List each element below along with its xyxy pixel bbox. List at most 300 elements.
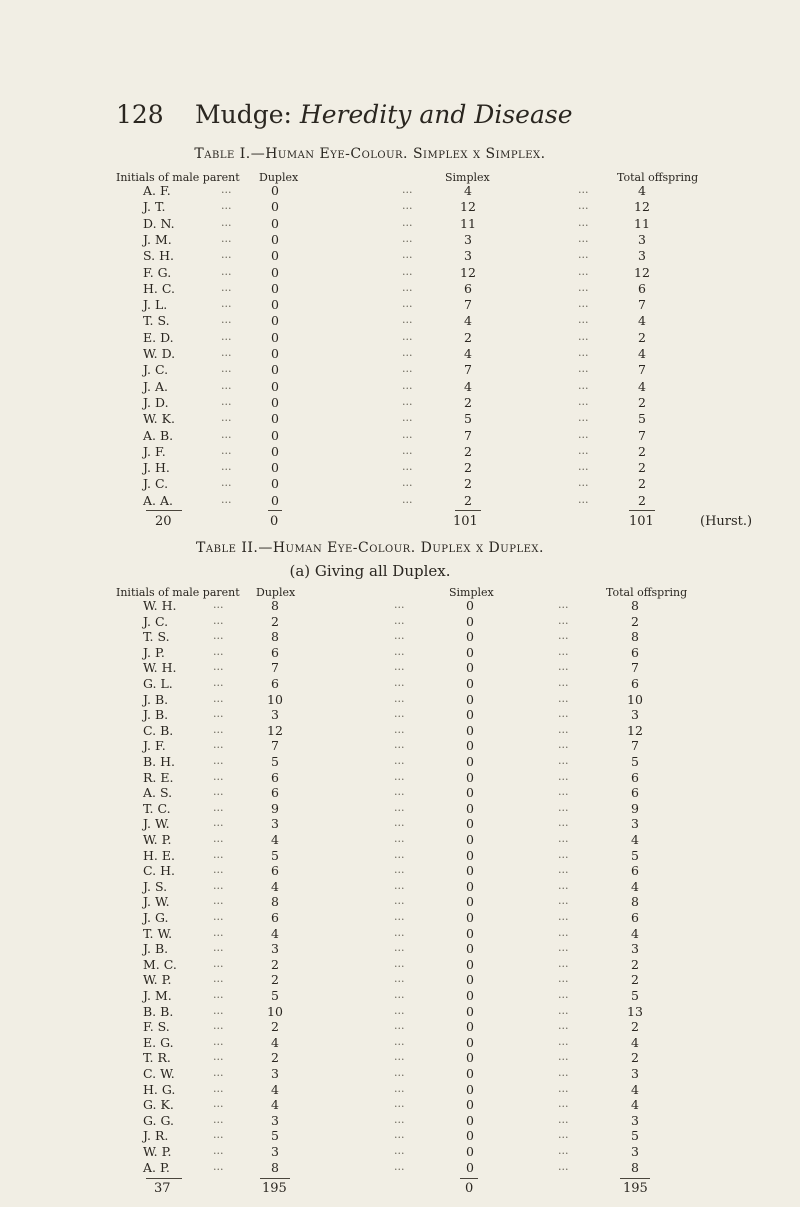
cell-initials: B. B. (143, 1003, 174, 1019)
cell-duplex: 9 (271, 800, 279, 816)
leader-dots: ... (558, 707, 569, 721)
cell-duplex: 10 (267, 691, 283, 707)
cell-simplex: 0 (466, 629, 474, 645)
leader-dots: ... (213, 988, 224, 1001)
cell-duplex: 2 (271, 1019, 279, 1035)
running-head (195, 100, 573, 129)
leader-dots: ... (213, 1144, 224, 1157)
cell-total: 4 (638, 183, 646, 198)
cell-duplex: 5 (271, 988, 279, 1003)
cell-total: 2 (638, 492, 646, 508)
cell-duplex: 0 (271, 362, 279, 378)
cell-initials: G. L. (143, 676, 173, 691)
cell-duplex: 0 (271, 329, 279, 345)
table-row (0, 493, 800, 510)
table-row (0, 199, 800, 216)
leader-dots: ... (578, 264, 589, 278)
cell-simplex: 0 (466, 785, 474, 801)
cell-initials: G. G. (143, 1112, 174, 1128)
table1-total-simplex: 101 (453, 514, 478, 529)
leader-dots: ... (213, 644, 224, 658)
leader-dots: ... (221, 427, 232, 441)
cell-total: 6 (631, 910, 639, 925)
table-row (0, 460, 800, 477)
table-row (0, 848, 800, 865)
leader-dots: ... (213, 660, 224, 674)
cell-simplex: 0 (466, 800, 474, 816)
leader-dots: ... (394, 785, 405, 799)
cell-simplex: 0 (466, 1159, 474, 1175)
leader-dots: ... (394, 1112, 405, 1126)
table-row (0, 1113, 800, 1130)
leader-dots: ... (394, 910, 405, 923)
table-row (0, 894, 800, 911)
cell-initials: D. N. (143, 215, 175, 231)
leader-dots: ... (221, 231, 232, 245)
cell-simplex: 4 (464, 378, 472, 394)
cell-total: 2 (631, 1019, 639, 1035)
cell-duplex: 8 (271, 629, 279, 645)
cell-simplex: 12 (460, 264, 476, 280)
table2-header-duplex: Duplex (256, 586, 296, 599)
table1-caption-text: —Human Eye-Colour. Simplex x Simplex. (250, 146, 546, 162)
leader-dots: ... (394, 629, 405, 643)
leader-dots: ... (394, 941, 405, 955)
cell-total: 4 (631, 1081, 639, 1097)
table2-header-initials: Initials of male parent (116, 586, 240, 599)
cell-initials: G. K. (143, 1097, 174, 1113)
cell-duplex: 7 (271, 660, 279, 676)
cell-duplex: 0 (271, 492, 279, 508)
cell-total: 2 (631, 956, 639, 972)
cell-total: 3 (631, 1066, 639, 1081)
leader-dots: ... (394, 660, 405, 674)
table-row (0, 1019, 800, 1036)
cell-simplex: 0 (466, 1144, 474, 1159)
cell-initials: E. D. (143, 329, 174, 345)
cell-initials: H. G. (143, 1081, 176, 1097)
leader-dots: ... (394, 1003, 405, 1017)
cell-simplex: 0 (466, 847, 474, 863)
cell-simplex: 0 (466, 738, 474, 754)
cell-simplex: 7 (464, 297, 472, 313)
cell-simplex: 4 (464, 346, 472, 361)
cell-initials: B. H. (143, 754, 176, 769)
cell-duplex: 0 (271, 215, 279, 231)
leader-dots: ... (578, 199, 589, 213)
table1-rule-simplex (455, 510, 481, 511)
cell-total: 6 (631, 785, 639, 801)
cell-total: 10 (627, 691, 643, 707)
leader-dots: ... (213, 1159, 224, 1173)
cell-simplex: 0 (466, 722, 474, 738)
cell-total: 2 (631, 1050, 639, 1066)
table2-caption-label: Table II. (196, 540, 259, 556)
leader-dots: ... (213, 832, 224, 845)
cell-total: 11 (634, 215, 650, 231)
cell-duplex: 7 (271, 738, 279, 754)
cell-total: 8 (631, 894, 639, 910)
table1-header-total: Total offspring (617, 171, 699, 184)
cell-initials: J. R. (143, 1128, 169, 1144)
cell-initials: S. H. (143, 248, 174, 264)
leader-dots: ... (402, 248, 413, 262)
cell-total: 4 (631, 1034, 639, 1050)
cell-total: 4 (638, 346, 646, 361)
cell-initials: W. H. (143, 598, 177, 613)
leader-dots: ... (394, 800, 405, 814)
leader-dots: ... (558, 894, 569, 908)
leader-dots: ... (558, 1128, 569, 1142)
table2-caption (0, 540, 740, 556)
leader-dots: ... (394, 956, 405, 970)
leader-dots: ... (213, 925, 224, 939)
leader-dots: ... (394, 1034, 405, 1048)
cell-initials: W. H. (143, 660, 177, 676)
leader-dots: ... (558, 691, 569, 705)
cell-duplex: 5 (271, 754, 279, 769)
cell-duplex: 0 (271, 476, 279, 492)
cell-duplex: 3 (271, 816, 279, 832)
table-row (0, 248, 800, 265)
table-row (0, 297, 800, 314)
leader-dots: ... (221, 215, 232, 229)
leader-dots: ... (558, 629, 569, 643)
cell-duplex: 0 (271, 248, 279, 264)
cell-total: 3 (638, 248, 646, 264)
cell-simplex: 0 (466, 1097, 474, 1113)
cell-initials: W. P. (143, 832, 172, 847)
cell-initials: T. R. (143, 1050, 171, 1066)
cell-duplex: 4 (271, 878, 279, 894)
cell-total: 8 (631, 629, 639, 645)
leader-dots: ... (558, 754, 569, 767)
cell-duplex: 0 (271, 199, 279, 215)
cell-initials: J. B. (143, 691, 169, 707)
cell-simplex: 0 (466, 769, 474, 785)
cell-simplex: 0 (466, 972, 474, 988)
table2-total-initials: 37 (154, 1180, 171, 1196)
leader-dots: ... (578, 346, 589, 359)
cell-simplex: 0 (466, 598, 474, 613)
page-number: 128 (116, 100, 164, 129)
cell-initials: W. D. (143, 346, 176, 361)
leader-dots: ... (578, 460, 589, 474)
cell-simplex: 0 (466, 1003, 474, 1019)
cell-total: 7 (638, 427, 646, 443)
leader-dots: ... (221, 394, 232, 408)
leader-dots: ... (558, 1081, 569, 1095)
leader-dots: ... (213, 941, 224, 955)
leader-dots: ... (558, 925, 569, 939)
table-row (0, 444, 800, 461)
table-row (0, 832, 800, 849)
leader-dots: ... (221, 492, 232, 506)
leader-dots: ... (213, 816, 224, 830)
cell-initials: H. C. (143, 280, 175, 296)
table1-total-total: 101 (629, 514, 654, 529)
leader-dots: ... (578, 329, 589, 343)
table2-total-total: 195 (623, 1180, 648, 1196)
cell-simplex: 0 (466, 691, 474, 707)
cell-total: 12 (634, 199, 650, 215)
leader-dots: ... (213, 707, 224, 721)
cell-duplex: 2 (271, 972, 279, 988)
table-row (0, 738, 800, 755)
leader-dots: ... (213, 613, 224, 627)
table1-header-simplex: Simplex (445, 171, 490, 184)
leader-dots: ... (402, 264, 413, 278)
cell-duplex: 0 (271, 183, 279, 198)
leader-dots: ... (558, 1112, 569, 1126)
cell-duplex: 2 (271, 956, 279, 972)
leader-dots: ... (213, 769, 224, 783)
leader-dots: ... (402, 378, 413, 392)
cell-initials: A. S. (143, 785, 173, 801)
cell-simplex: 0 (466, 1019, 474, 1035)
cell-duplex: 0 (271, 264, 279, 280)
leader-dots: ... (558, 1097, 569, 1111)
cell-initials: J. S. (143, 878, 168, 894)
cell-simplex: 0 (466, 988, 474, 1003)
leader-dots: ... (402, 427, 413, 441)
leader-dots: ... (402, 329, 413, 343)
table-row (0, 1097, 800, 1114)
table2-rule-simplex (460, 1178, 478, 1179)
cell-duplex: 12 (267, 722, 283, 738)
cell-duplex: 4 (271, 925, 279, 941)
cell-total: 7 (631, 660, 639, 676)
leader-dots: ... (558, 847, 569, 861)
cell-total: 6 (638, 280, 646, 296)
leader-dots: ... (402, 362, 413, 376)
cell-total: 2 (638, 443, 646, 459)
cell-simplex: 0 (466, 1034, 474, 1050)
cell-duplex: 6 (271, 785, 279, 801)
cell-initials: J. A. (143, 378, 168, 394)
leader-dots: ... (578, 394, 589, 408)
cell-duplex: 0 (271, 231, 279, 247)
cell-simplex: 0 (466, 816, 474, 832)
leader-dots: ... (213, 1128, 224, 1142)
leader-dots: ... (394, 925, 405, 939)
table-row (0, 428, 800, 445)
leader-dots: ... (394, 1081, 405, 1095)
cell-duplex: 6 (271, 676, 279, 691)
leader-dots: ... (578, 183, 589, 196)
table1-header-initials: Initials of male parent (116, 171, 240, 184)
cell-total: 6 (631, 863, 639, 879)
cell-simplex: 0 (466, 1081, 474, 1097)
cell-total: 6 (631, 676, 639, 691)
table-row (0, 232, 800, 249)
table-row (0, 1050, 800, 1067)
cell-initials: J. W. (143, 816, 170, 832)
leader-dots: ... (221, 443, 232, 457)
leader-dots: ... (558, 816, 569, 830)
leader-dots: ... (213, 754, 224, 767)
cell-duplex: 0 (271, 378, 279, 394)
cell-initials: J. C. (143, 613, 169, 629)
cell-initials: W. P. (143, 1144, 172, 1159)
cell-duplex: 3 (271, 1112, 279, 1128)
cell-simplex: 2 (464, 443, 472, 459)
cell-total: 2 (638, 394, 646, 410)
leader-dots: ... (558, 878, 569, 892)
cell-duplex: 8 (271, 894, 279, 910)
table-row (0, 216, 800, 233)
cell-simplex: 11 (460, 215, 476, 231)
leader-dots: ... (213, 800, 224, 814)
leader-dots: ... (213, 847, 224, 861)
cell-initials: R. E. (143, 769, 174, 785)
leader-dots: ... (558, 1019, 569, 1033)
leader-dots: ... (402, 183, 413, 196)
cell-initials: M. C. (143, 956, 177, 972)
table-row (0, 183, 800, 200)
cell-duplex: 2 (271, 613, 279, 629)
cell-simplex: 2 (464, 394, 472, 410)
cell-duplex: 0 (271, 313, 279, 329)
table-row (0, 411, 800, 428)
cell-total: 13 (627, 1003, 643, 1019)
cell-initials: A. B. (143, 427, 174, 443)
table-row (0, 785, 800, 802)
running-head-author: Mudge: (195, 100, 292, 129)
leader-dots: ... (213, 1034, 224, 1048)
cell-simplex: 0 (466, 644, 474, 660)
cell-duplex: 0 (271, 280, 279, 296)
cell-initials: J. M. (143, 988, 172, 1003)
table2-total-duplex: 195 (262, 1180, 287, 1196)
table-row (0, 910, 800, 927)
table-row (0, 362, 800, 379)
leader-dots: ... (402, 280, 413, 294)
table1-source-note: (Hurst.) (700, 514, 753, 529)
table2-header-simplex: Simplex (449, 586, 494, 599)
leader-dots: ... (402, 443, 413, 457)
leader-dots: ... (213, 956, 224, 970)
cell-simplex: 12 (460, 199, 476, 215)
table-row (0, 281, 800, 298)
leader-dots: ... (578, 443, 589, 457)
table-row (0, 660, 800, 677)
leader-dots: ... (213, 1019, 224, 1033)
cell-duplex: 2 (271, 1050, 279, 1066)
leader-dots: ... (558, 660, 569, 674)
table-row (0, 379, 800, 396)
leader-dots: ... (221, 248, 232, 262)
leader-dots: ... (221, 460, 232, 474)
table1-rule-duplex (268, 510, 282, 511)
cell-initials: J. L. (143, 297, 168, 313)
cell-initials: J. F. (143, 443, 166, 459)
leader-dots: ... (402, 492, 413, 506)
leader-dots: ... (578, 280, 589, 294)
leader-dots: ... (394, 613, 405, 627)
leader-dots: ... (558, 1050, 569, 1064)
cell-simplex: 6 (464, 280, 472, 296)
leader-dots: ... (221, 476, 232, 490)
leader-dots: ... (394, 722, 405, 736)
leader-dots: ... (558, 644, 569, 658)
leader-dots: ... (578, 427, 589, 441)
leader-dots: ... (394, 847, 405, 861)
table-row (0, 346, 800, 363)
cell-duplex: 0 (271, 427, 279, 443)
leader-dots: ... (578, 231, 589, 245)
leader-dots: ... (558, 800, 569, 814)
cell-initials: W. P. (143, 972, 172, 988)
running-head-title: Heredity and Disease (299, 100, 573, 129)
cell-total: 7 (631, 738, 639, 754)
leader-dots: ... (221, 362, 232, 376)
table2-total-simplex: 0 (465, 1180, 474, 1196)
cell-duplex: 0 (271, 394, 279, 410)
cell-initials: J. D. (143, 394, 169, 410)
leader-dots: ... (558, 1003, 569, 1017)
leader-dots: ... (558, 972, 569, 986)
leader-dots: ... (558, 769, 569, 783)
cell-total: 4 (631, 1097, 639, 1113)
cell-duplex: 0 (271, 443, 279, 459)
table-row (0, 629, 800, 646)
table2-rule-total (620, 1178, 650, 1179)
cell-duplex: 3 (271, 707, 279, 723)
cell-initials: C. H. (143, 863, 175, 879)
cell-simplex: 7 (464, 362, 472, 378)
table-row (0, 770, 800, 787)
cell-total: 8 (631, 1159, 639, 1175)
table-row (0, 645, 800, 662)
cell-duplex: 8 (271, 1159, 279, 1175)
cell-total: 2 (638, 460, 646, 476)
cell-total: 8 (631, 598, 639, 613)
cell-simplex: 2 (464, 476, 472, 492)
table-row (0, 313, 800, 330)
table-row (0, 692, 800, 709)
table-row (0, 476, 800, 493)
leader-dots: ... (394, 832, 405, 845)
cell-duplex: 0 (271, 460, 279, 476)
table1-header-duplex: Duplex (259, 171, 299, 184)
cell-duplex: 3 (271, 1066, 279, 1081)
cell-initials: T. S. (143, 313, 170, 329)
leader-dots: ... (394, 816, 405, 830)
cell-simplex: 0 (466, 941, 474, 957)
leader-dots: ... (213, 1081, 224, 1095)
cell-initials: J. H. (143, 460, 170, 476)
table1-total-duplex: 0 (270, 514, 279, 529)
table-row (0, 972, 800, 989)
leader-dots: ... (558, 1034, 569, 1048)
table2-rule-initials (146, 1178, 182, 1179)
cell-initials: F. S. (143, 1019, 170, 1035)
leader-dots: ... (394, 1019, 405, 1033)
leader-dots: ... (558, 1144, 569, 1157)
cell-total: 12 (627, 722, 643, 738)
table-row (0, 1144, 800, 1161)
table-row (0, 598, 800, 615)
leader-dots: ... (394, 707, 405, 721)
cell-duplex: 3 (271, 1144, 279, 1159)
cell-simplex: 2 (464, 492, 472, 508)
leader-dots: ... (394, 769, 405, 783)
table2-caption-text: —Human Eye-Colour. Duplex x Duplex. (258, 540, 544, 556)
leader-dots: ... (213, 691, 224, 705)
leader-dots: ... (558, 1066, 569, 1079)
table2-rule-duplex (260, 1178, 290, 1179)
